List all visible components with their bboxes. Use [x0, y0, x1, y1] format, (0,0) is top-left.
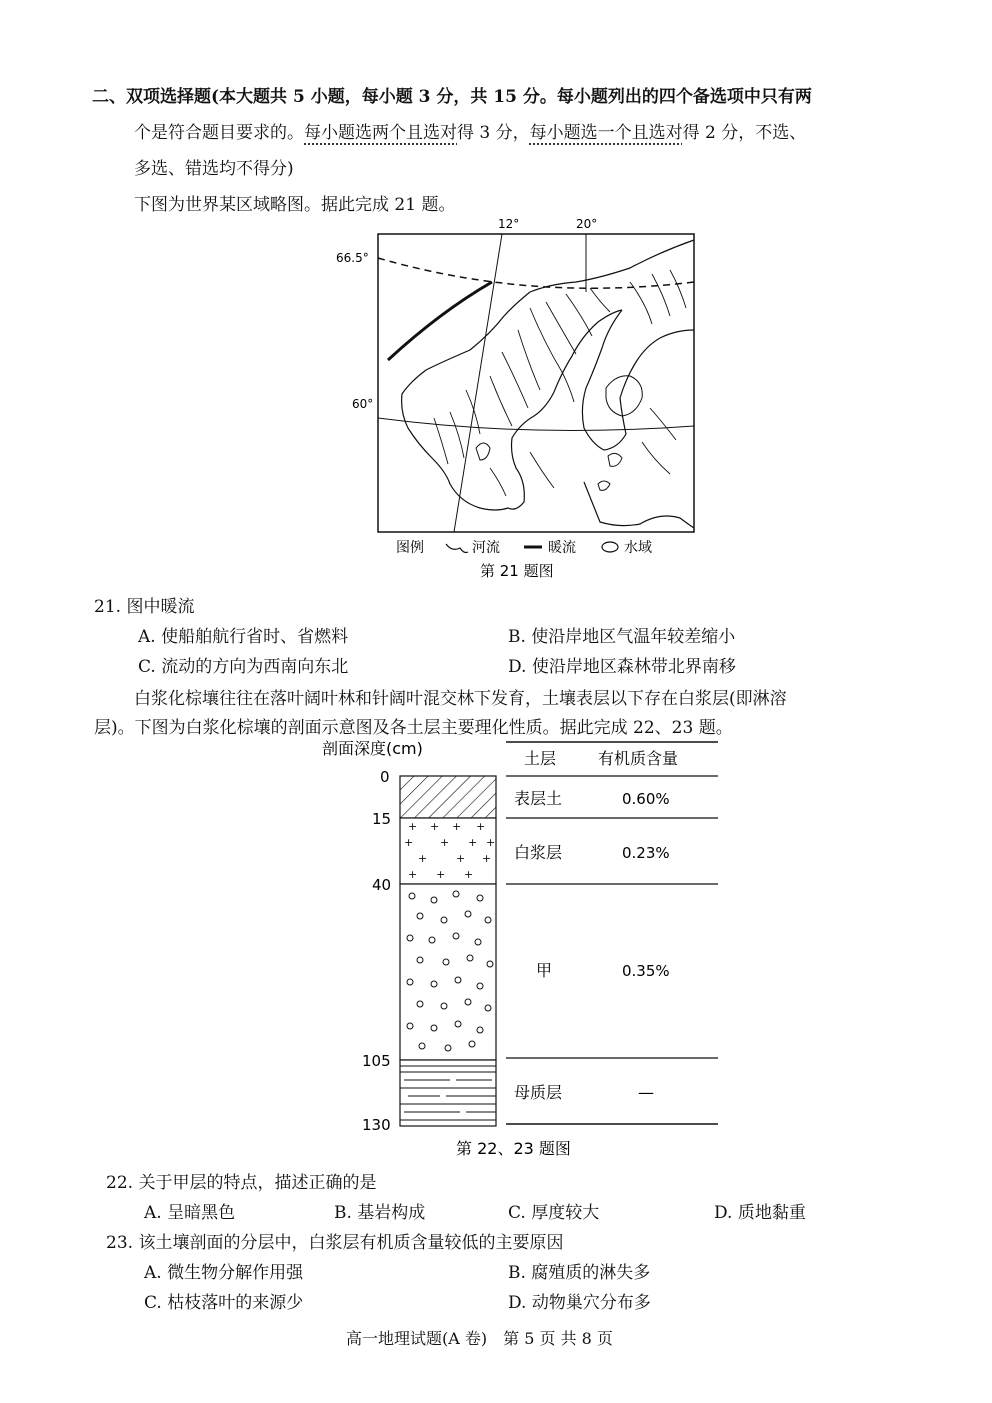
svg-text:+: + — [418, 852, 428, 865]
col-header-layer: 土层 — [524, 749, 557, 768]
lake-finland — [606, 376, 642, 416]
row-organic-jia: 0.35% — [622, 962, 670, 980]
row-layer-albic: 白浆层 — [514, 843, 563, 862]
svg-text:+: + — [430, 820, 440, 833]
map-intro: 下图为世界某区域略图。据此完成 21 题。 — [134, 195, 456, 215]
legend-river-icon — [446, 544, 468, 553]
legend-current: 暖流 — [548, 540, 576, 556]
instr-part2: 得 3 分， — [457, 123, 530, 143]
section-heading: 二、双项选择题(本大题共 5 小题，每小题 3 分，共 15 分。每小题列出的四个备选项中只有两 — [92, 87, 812, 107]
legend-water-icon — [602, 542, 618, 552]
island-2 — [598, 481, 610, 490]
layer-jia — [400, 884, 496, 1060]
soil-profile-figure — [300, 734, 730, 1164]
arctic-circle — [378, 258, 694, 288]
q22-option-d: D. 质地黏重 — [714, 1203, 806, 1223]
lat-label-60: 60° — [352, 397, 374, 411]
svg-text:+: + — [476, 820, 486, 833]
depth-axis-label: 剖面深度(cm) — [322, 739, 423, 758]
instr-line3: 多选、错选均不得分) — [134, 159, 294, 179]
q21-option-b: B. 使沿岸地区气温年较差缩小 — [508, 627, 736, 647]
svg-text:+: + — [452, 820, 462, 833]
q23-option-c: C. 枯枝落叶的来源少 — [144, 1293, 304, 1313]
depth-0: 0 — [380, 768, 390, 786]
soil-intro-1: 白浆化棕壤往往在落叶阔叶林和针阔叶混交林下发育，土壤表层以下存在白浆层(即淋溶 — [134, 689, 787, 709]
instr-part3: 得 2 分，不选、 — [682, 123, 807, 143]
svg-text:+: + — [464, 868, 474, 881]
depth-15: 15 — [372, 810, 392, 828]
row-layer-topsoil: 表层土 — [514, 789, 563, 808]
svg-text:+: + — [482, 852, 492, 865]
meridian-12 — [454, 234, 502, 532]
row-layer-parent: 母质层 — [514, 1083, 563, 1102]
q22-option-b: B. 基岩构成 — [334, 1203, 426, 1223]
q21-stem: 21. 图中暖流 — [94, 597, 195, 617]
row-organic-parent: — — [638, 1083, 654, 1102]
depth-105: 105 — [362, 1052, 391, 1070]
q23-option-b: B. 腐殖质的淋失多 — [508, 1263, 651, 1283]
svg-text:+: + — [408, 868, 418, 881]
svg-text:+: + — [408, 820, 418, 833]
svg-text:+: + — [440, 836, 450, 849]
q23-option-a: A. 微生物分解作用强 — [144, 1263, 304, 1283]
soil-caption: 第 22、23 题图 — [456, 1139, 571, 1158]
section-instructions — [134, 118, 806, 143]
svg-text:+: + — [486, 836, 496, 849]
instr-dotted-2: 每小题选一个且选对 — [529, 123, 683, 143]
svg-text:+: + — [436, 868, 446, 881]
q21-option-c: C. 流动的方向为西南向东北 — [138, 657, 349, 677]
q21-option-d: D. 使沿岸地区森林带北界南移 — [508, 657, 736, 677]
depth-40: 40 — [372, 876, 392, 894]
map-caption: 第 21 题图 — [480, 562, 554, 580]
coastline-south — [584, 482, 694, 528]
layer-topsoil — [400, 776, 496, 818]
warm-current — [388, 282, 492, 360]
svg-text:+: + — [456, 852, 466, 865]
parallel-60 — [378, 418, 694, 431]
lake-sweden — [476, 443, 490, 460]
svg-text:+: + — [468, 836, 478, 849]
q22-option-c: C. 厚度较大 — [508, 1203, 600, 1223]
row-organic-topsoil: 0.60% — [622, 790, 670, 808]
col-header-organic: 有机质含量 — [598, 749, 679, 768]
lon-label-20: 20° — [576, 217, 598, 231]
svg-text:+: + — [404, 836, 414, 849]
island-1 — [608, 453, 622, 466]
row-organic-albic: 0.23% — [622, 844, 670, 862]
q23-stem: 23. 该土壤剖面的分层中，白浆层有机质含量较低的主要原因 — [106, 1233, 564, 1253]
legend-prefix: 图例 — [396, 540, 424, 556]
legend-river: 河流 — [472, 540, 500, 556]
legend-water: 水域 — [624, 540, 652, 556]
rivers — [434, 270, 686, 496]
region-map — [330, 212, 710, 587]
lat-label-66: 66.5° — [336, 251, 369, 265]
q21-option-a: A. 使船舶航行省时、省燃料 — [138, 627, 349, 647]
map-frame — [378, 234, 694, 532]
row-layer-jia: 甲 — [536, 961, 553, 980]
q23-option-d: D. 动物巢穴分布多 — [508, 1293, 651, 1313]
q22-stem: 22. 关于甲层的特点，描述正确的是 — [106, 1173, 377, 1193]
lon-label-12: 12° — [498, 217, 520, 231]
layer-parent — [400, 1060, 496, 1126]
coastline-west — [402, 240, 694, 510]
instr-part1: 个是符合题目要求的。 — [134, 123, 304, 143]
soil-intro-2: 层)。下图为白浆化棕壤的剖面示意图及各土层主要理化性质。据此完成 22、23 题。 — [94, 718, 733, 738]
instr-dotted-1: 每小题选两个且选对 — [304, 123, 457, 143]
depth-130: 130 — [362, 1116, 391, 1134]
page-footer: 高一地理试题(A 卷) 第 5 页 共 8 页 — [346, 1329, 613, 1348]
q22-option-a: A. 呈暗黑色 — [144, 1203, 236, 1223]
